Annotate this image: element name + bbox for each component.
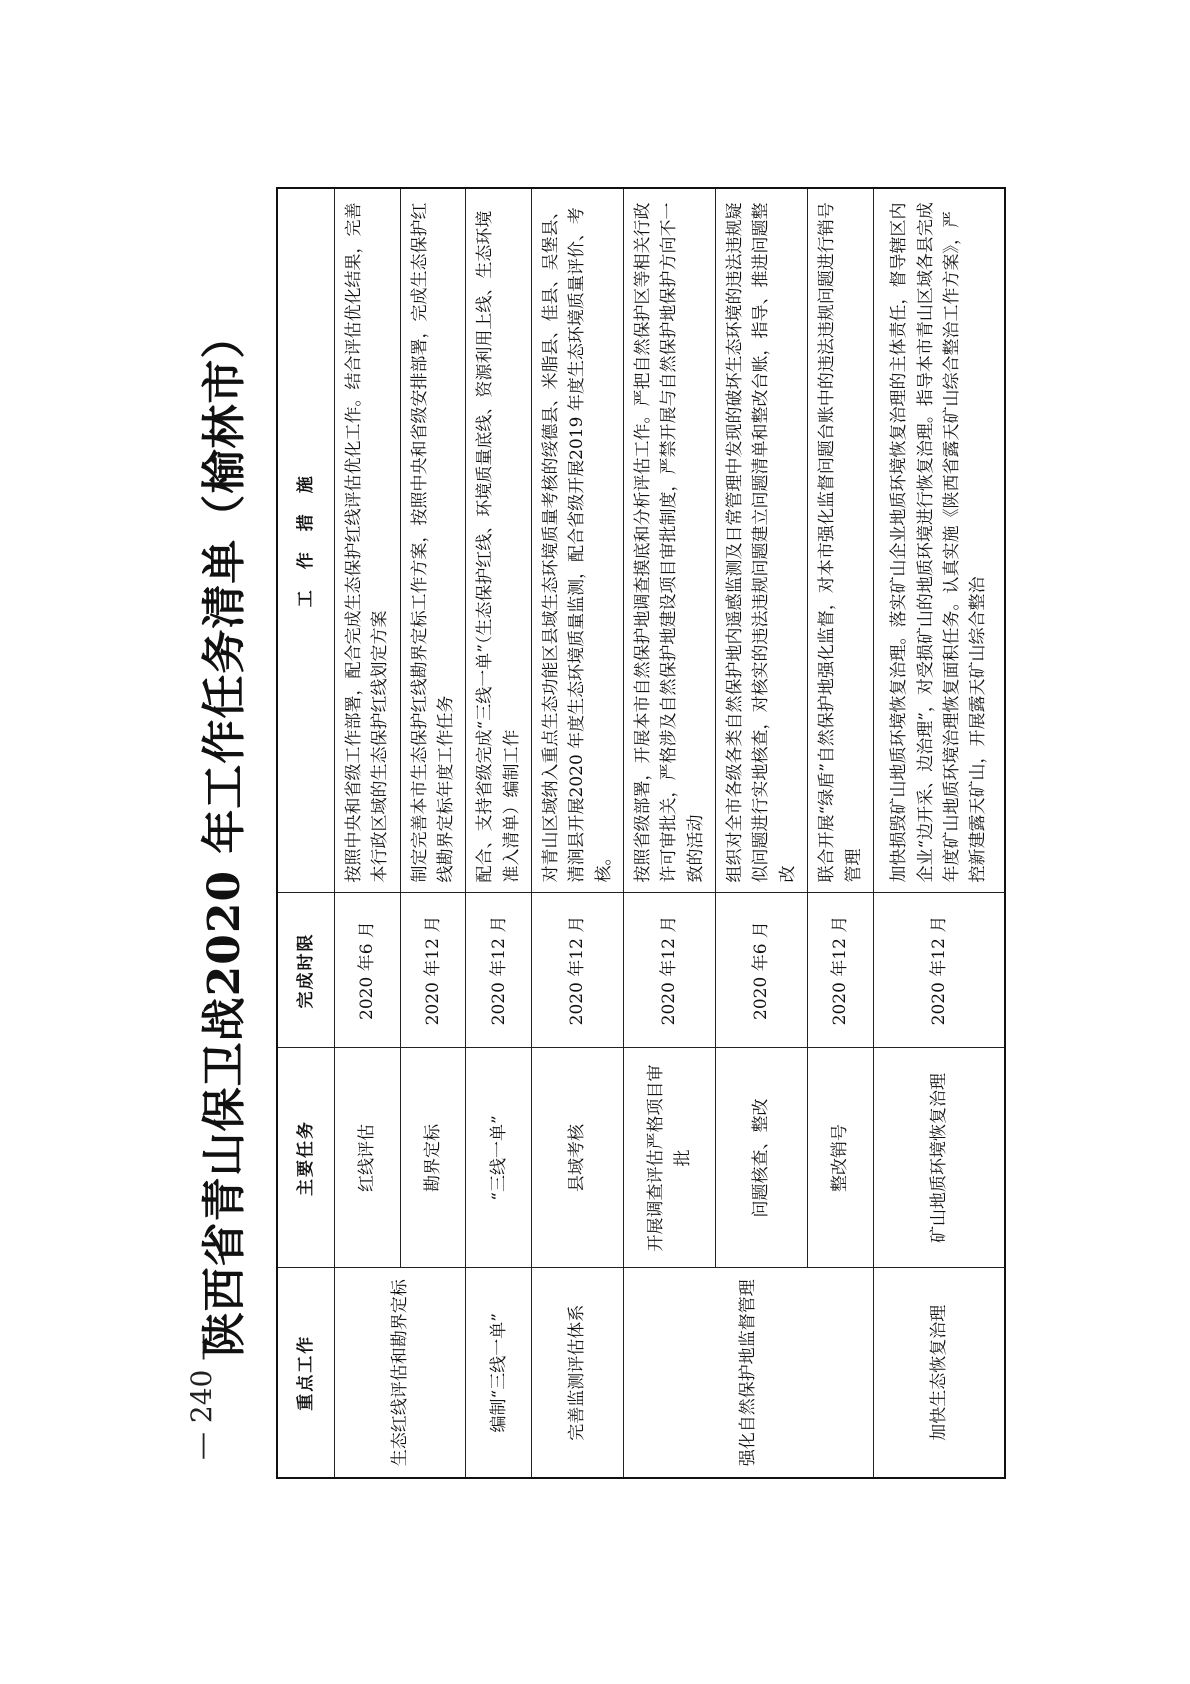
header-deadline: 完成时限 [277, 893, 335, 1048]
task-cell: 矿山地质环境恢复治理 [873, 1048, 1005, 1268]
rotated-page [180, 190, 1040, 1480]
deadline-cell: 2020 年12 月 [873, 893, 1005, 1048]
table-row [873, 188, 1005, 1478]
table-row [335, 188, 401, 1478]
key-work-cell: 完善监测评估体系 [532, 1268, 624, 1478]
header-main-task: 主要任务 [277, 1048, 335, 1268]
task-table [276, 187, 1006, 1479]
task-cell: “三线一单” [466, 1048, 532, 1268]
measure-cell: 组织对全市各级各类自然保护地内遥感监测及日常管理中发现的破坏生态环境的违法违规疑似问题进行实地核查，对核实的违法违规问题建立问题清单和整改台账，指导、推进问题整改 [716, 188, 808, 893]
table-row [532, 188, 624, 1478]
measure-cell: 制定完善本市生态保护红线勘界定标工作方案，按照中央和省级安排部署，完成生态保护红线勘界定标年度工作任务 [400, 188, 466, 893]
deadline-cell: 2020 年12 月 [466, 893, 532, 1048]
measure-cell: 联合开展“绿盾”自然保护地强化监督，对本市强化监督问题台账中的违法违规问题进行销号管理 [808, 188, 874, 893]
task-cell: 问题核查、整改 [716, 1048, 808, 1268]
measure-cell: 加快损毁矿山地质环境恢复治理。落实矿山企业地质环境恢复治理的主体责任，督导辖区内企业“边开采、边治理”，对受损矿山的地质环境进行恢复治理。指导本市青山区域各县完成年度矿山地质环境治理恢复面积任务。认真实施《陕西省露天矿山综合整治工作方案》，严控新建露天矿山，开展露天矿山综合整治 [873, 188, 1005, 893]
key-work-cell: 编制“三线一单” [466, 1268, 532, 1478]
measure-cell: 配合、支持省级完成“三线一单”（生态保护红线、环境质量底线、资源利用上线、生态环境准入清单）编制工作 [466, 188, 532, 893]
page-title: 陕西省青山保卫战2020 年工作任务清单（榆林市） [199, 313, 250, 1357]
header-measures: 工 作 措 施 [277, 188, 335, 893]
header-key-work: 重点工作 [277, 1268, 335, 1478]
deadline-cell: 2020 年6 月 [335, 893, 401, 1048]
table-header-row [277, 188, 335, 1478]
page-number: — 240 — [185, 1332, 218, 1460]
task-cell: 开展调查评估严格项目审批 [624, 1048, 716, 1268]
deadline-cell: 2020 年12 月 [400, 893, 466, 1048]
key-work-cell: 强化自然保护地监督管理 [624, 1268, 874, 1478]
measure-cell: 对青山区域纳入重点生态功能区县域生态环境质量考核的绥德县、米脂县、佳县、吴堡县、清涧县开展2020 年度生态环境质量监测，配合省级开展2019 年度生态环境质量评价、考核。 [532, 188, 624, 893]
task-cell: 勘界定标 [400, 1048, 466, 1268]
key-work-cell: 加快生态恢复治理 [873, 1268, 1005, 1478]
deadline-cell: 2020 年6 月 [716, 893, 808, 1048]
task-cell: 红线评估 [335, 1048, 401, 1268]
measure-cell: 按照省级部署，开展本市自然保护地调查摸底和分析评估工作。严把自然保护区等相关行政许可审批关，严格涉及自然保护地建设项目审批制度，严禁开展与自然保护地保护方向不一致的活动 [624, 188, 716, 893]
measure-cell: 按照中央和省级工作部署，配合完成生态保护红线评估优化工作。结合评估优化结果，完善本行政区域的生态保护红线划定方案 [335, 188, 401, 893]
deadline-cell: 2020 年12 月 [532, 893, 624, 1048]
deadline-cell: 2020 年12 月 [808, 893, 874, 1048]
task-cell: 整改销号 [808, 1048, 874, 1268]
deadline-cell: 2020 年12 月 [624, 893, 716, 1048]
task-cell: 县域考核 [532, 1048, 624, 1268]
key-work-cell: 生态红线评估和勘界定标 [335, 1268, 466, 1478]
table-row [466, 188, 532, 1478]
table-row [624, 188, 716, 1478]
